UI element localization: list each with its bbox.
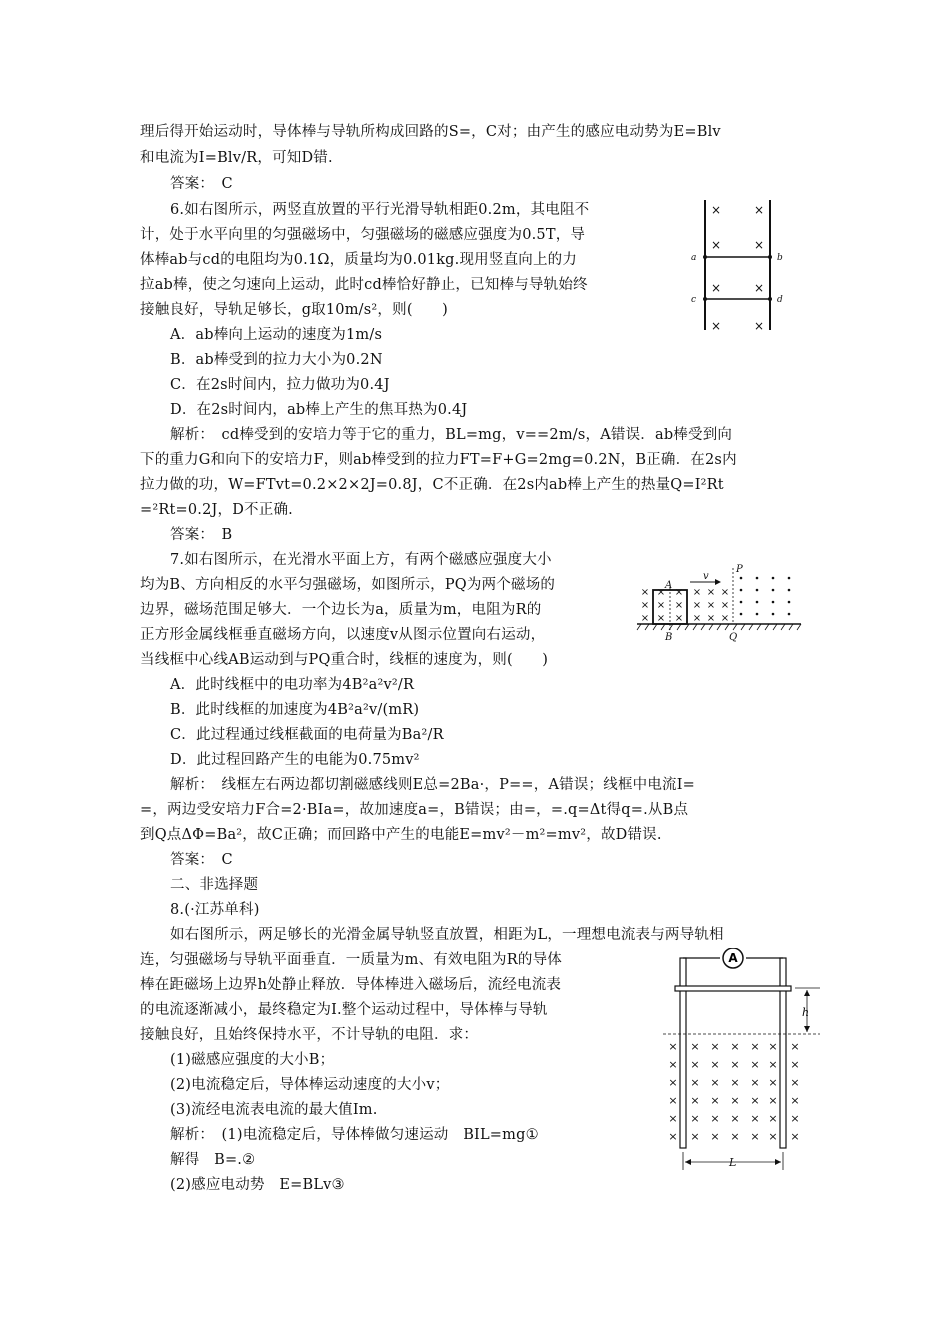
- field-cross: ×: [692, 613, 702, 624]
- svg-text:×: ×: [710, 1112, 720, 1125]
- svg-text:×: ×: [750, 1130, 760, 1143]
- svg-text:×: ×: [730, 1112, 740, 1125]
- ammeter-icon: A: [728, 951, 738, 965]
- svg-text:×: ×: [710, 1058, 720, 1071]
- sub-question: (3)流经电流表电流的最大值Im.: [170, 1102, 378, 1118]
- label-Q: Q: [729, 632, 738, 643]
- field-cross: ×: [640, 600, 650, 611]
- solution-line: 到Q点ΔΦ=Ba²，故C正确；而回路中产生的电能E=mv²－m²=mv²，故D错误.: [140, 827, 662, 843]
- text-line: 和电流为I=Blv/R，可知D错.: [140, 150, 333, 166]
- field-cross: ×: [710, 319, 722, 333]
- option-a: A．此时线框中的电功率为4B²a²v²/R: [170, 677, 415, 693]
- svg-text:×: ×: [750, 1112, 760, 1125]
- svg-text:×: ×: [750, 1040, 760, 1053]
- question-8-source: 8.(·江苏单科): [170, 902, 260, 918]
- svg-text:×: ×: [710, 1094, 720, 1107]
- label-v: v: [703, 571, 709, 582]
- svg-text:×: ×: [668, 1076, 678, 1089]
- label-c: c: [691, 295, 697, 305]
- svg-text:×: ×: [790, 1112, 800, 1125]
- field-cross: ×: [656, 613, 666, 624]
- svg-text:×: ×: [710, 1076, 720, 1089]
- option-d: D．此过程回路产生的电能为0.75mv²: [170, 752, 420, 768]
- svg-text:×: ×: [730, 1094, 740, 1107]
- svg-text:×: ×: [690, 1076, 700, 1089]
- solution-line: =²Rt=0.2J，D不正确.: [140, 502, 293, 518]
- question-7-text: 正方形金属线框垂直磁场方向，以速度v从图示位置向右运动，: [140, 627, 546, 643]
- svg-text:×: ×: [690, 1094, 700, 1107]
- field-cross: ×: [753, 319, 765, 333]
- label-B: B: [665, 632, 673, 643]
- option-b: B．此时线框的加速度为4B²a²v/(mR): [170, 702, 420, 718]
- svg-text:×: ×: [790, 1058, 800, 1071]
- svg-text:×: ×: [668, 1040, 678, 1053]
- solution-line: 解析： (1)电流稳定后，导体棒做匀速运动 BIL=mg①: [170, 1127, 539, 1143]
- option-c: C．此过程通过线框截面的电荷量为Ba²/R: [170, 727, 444, 743]
- question-7-text: 边界，磁场范围足够大．一个边长为a，质量为m，电阻为R的: [140, 602, 542, 618]
- svg-text:×: ×: [730, 1058, 740, 1071]
- option-a: A．ab棒向上运动的速度为1m/s: [170, 327, 383, 343]
- field-cross: ×: [706, 613, 716, 624]
- svg-text:×: ×: [690, 1040, 700, 1053]
- svg-text:×: ×: [768, 1058, 778, 1071]
- field-cross: ×: [710, 238, 722, 252]
- field-cross: ×: [656, 600, 666, 611]
- field-cross: ×: [720, 587, 730, 598]
- svg-text:×: ×: [730, 1040, 740, 1053]
- field-cross: ×: [710, 203, 722, 217]
- solution-line: (2)感应电动势 E=BLv③: [170, 1177, 345, 1193]
- svg-text:×: ×: [790, 1130, 800, 1143]
- svg-text:×: ×: [690, 1058, 700, 1071]
- solution-line: 解得 B=.②: [170, 1152, 256, 1168]
- answer-line: 答案： C: [170, 176, 233, 192]
- svg-text:×: ×: [768, 1112, 778, 1125]
- svg-text:×: ×: [668, 1094, 678, 1107]
- svg-text:×: ×: [750, 1058, 760, 1071]
- field-cross: ×: [720, 613, 730, 624]
- field-cross: ×: [674, 600, 684, 611]
- field-cross: ×: [640, 587, 650, 598]
- question-6-text: 拉ab棒，使之匀速向上运动，此时cd棒恰好静止，已知棒与导轨始终: [140, 277, 588, 293]
- option-c: C．在2s时间内，拉力做功为0.4J: [170, 377, 390, 393]
- svg-text:×: ×: [730, 1076, 740, 1089]
- question-7-text: 7.如右图所示，在光滑水平面上方，有两个磁感应强度大小: [170, 552, 552, 568]
- label-d: d: [777, 295, 783, 305]
- svg-text:×: ×: [768, 1040, 778, 1053]
- question-8-text: 如右图所示，两足够长的光滑金属导轨竖直放置，相距为L，一理想电流表与两导轨相: [170, 927, 724, 943]
- label-b: b: [777, 253, 783, 263]
- label-h: h: [802, 1006, 810, 1019]
- question-7-text: 当线框中心线AB运动到与PQ重合时，线框的速度为，则( ): [140, 652, 549, 668]
- svg-text:×: ×: [668, 1058, 678, 1071]
- field-cross: ×: [674, 613, 684, 624]
- solution-line: 下的重力G和向下的安培力F，则ab棒受到的拉力FT=F+G=2mg=0.2N，B正确．在2s内: [140, 452, 737, 468]
- label-L: L: [729, 1156, 737, 1169]
- field-cross: ×: [692, 587, 702, 598]
- svg-text:×: ×: [768, 1076, 778, 1089]
- question-8-text: 连，匀强磁场与导轨平面垂直．一质量为m、有效电阻为R的导体: [140, 952, 562, 968]
- question-8-text: 的电流逐渐减小，最终稳定为I.整个运动过程中，导体棒与导轨: [140, 1002, 548, 1018]
- field-cross: ×: [753, 281, 765, 295]
- svg-text:×: ×: [768, 1130, 778, 1143]
- sub-question: (1)磁感应强度的大小B；: [170, 1052, 335, 1068]
- svg-text:×: ×: [750, 1094, 760, 1107]
- field-cross: ×: [720, 600, 730, 611]
- label-a: a: [691, 253, 697, 263]
- svg-text:×: ×: [750, 1076, 760, 1089]
- figure-q8-rails: [655, 948, 825, 1173]
- svg-text:×: ×: [690, 1130, 700, 1143]
- solution-line: =，两边受安培力F合=2·BIa=，故加速度a=，B错误；由=，=.q=Δt得q=.从B点: [140, 802, 689, 818]
- field-cross: ×: [706, 600, 716, 611]
- field-cross: ×: [692, 600, 702, 611]
- field-cross: ×: [753, 238, 765, 252]
- question-6-text: 计，处于水平向里的匀强磁场中，匀强磁场的磁感应强度为0.5T，导: [140, 227, 586, 243]
- svg-text:×: ×: [668, 1112, 678, 1125]
- solution-line: 解析： cd棒受到的安培力等于它的重力，BL=mg，v==2m/s，A错误．ab棒受到向: [170, 427, 733, 443]
- svg-text:×: ×: [768, 1094, 778, 1107]
- section-heading: 二、非选择题: [170, 877, 259, 893]
- question-8-text: 接触良好，且始终保持水平，不计导轨的电阻．求：: [140, 1027, 479, 1043]
- sub-question: (2)电流稳定后，导体棒运动速度的大小v；: [170, 1077, 450, 1093]
- question-8-text: 棒在距磁场上边界h处静止释放．导体棒进入磁场后，流经电流表: [140, 977, 562, 993]
- figure-q7-frame: [635, 560, 805, 645]
- answer-line: 答案： C: [170, 852, 233, 868]
- svg-text:×: ×: [690, 1112, 700, 1125]
- field-cross: ×: [674, 587, 684, 598]
- option-d: D．在2s时间内，ab棒上产生的焦耳热为0.4J: [170, 402, 468, 418]
- answer-line: 答案： B: [170, 527, 233, 543]
- field-cross: ×: [706, 587, 716, 598]
- field-cross: ×: [710, 281, 722, 295]
- solution-line: 拉力做的功，W=FTvt=0.2×2×2J=0.8J，C不正确．在2s内ab棒上产生的热量Q=I²Rt: [140, 477, 724, 493]
- field-cross: ×: [656, 587, 666, 598]
- solution-line: 解析： 线框左右两边都切割磁感线则E总=2Ba·，P==，A错误；线框中电流I=: [170, 777, 696, 793]
- question-6-text: 接触良好，导轨足够长，g取10m/s²，则( ): [140, 302, 448, 318]
- option-b: B．ab棒受到的拉力大小为0.2N: [170, 352, 383, 368]
- figure-q6-rails: [685, 195, 800, 335]
- svg-text:×: ×: [668, 1130, 678, 1143]
- label-P: P: [736, 564, 743, 575]
- question-6-text: 体棒ab与cd的电阻均为0.1Ω，质量均为0.01kg.现用竖直向上的力: [140, 252, 578, 268]
- svg-text:×: ×: [790, 1094, 800, 1107]
- svg-text:×: ×: [790, 1040, 800, 1053]
- svg-text:×: ×: [730, 1130, 740, 1143]
- text-line: 理后得开始运动时，导体棒与导轨所构成回路的S=，C对；由产生的感应电动势为E=Blv: [140, 124, 721, 140]
- svg-text:×: ×: [710, 1130, 720, 1143]
- svg-text:×: ×: [790, 1076, 800, 1089]
- field-cross: ×: [640, 613, 650, 624]
- svg-text:×: ×: [710, 1040, 720, 1053]
- question-6-text: 6.如右图所示，两竖直放置的平行光滑导轨相距0.2m，其电阻不: [170, 202, 590, 218]
- field-cross: ×: [753, 203, 765, 217]
- label-A: A: [665, 580, 673, 591]
- question-7-text: 均为B、方向相反的水平匀强磁场，如图所示，PQ为两个磁场的: [140, 577, 556, 593]
